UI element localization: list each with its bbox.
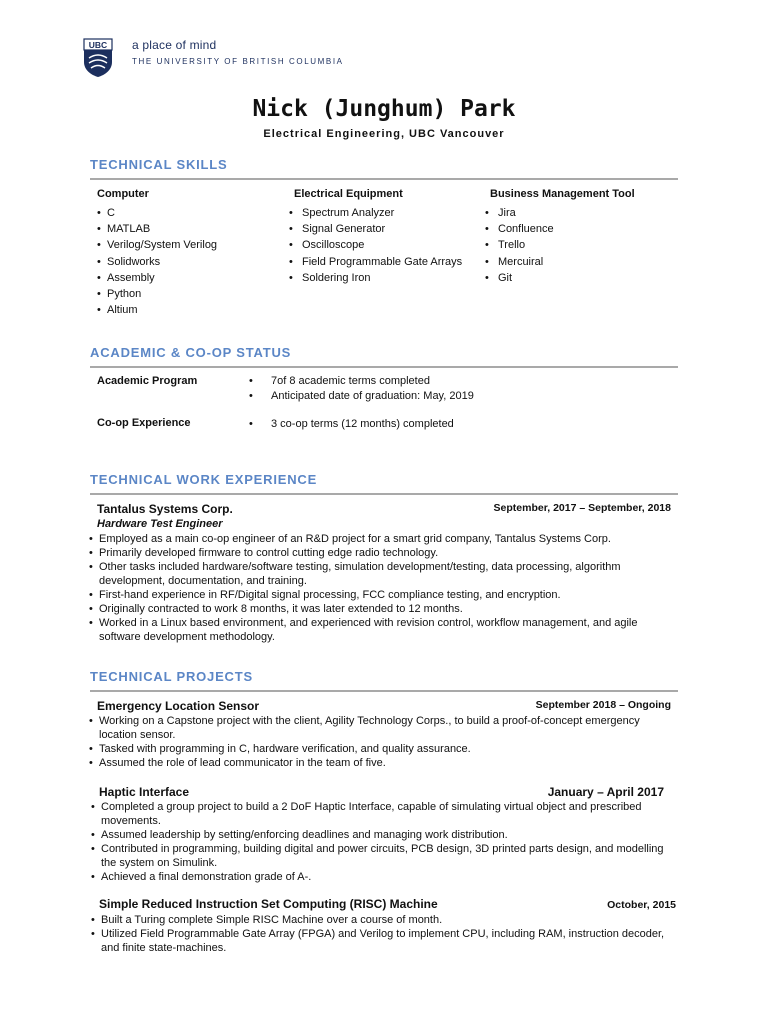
work-bullets — [88, 532, 673, 644]
project-title: Emergency Location Sensor — [97, 699, 260, 713]
academic-program-label: Academic Program — [97, 375, 198, 387]
list-item: • 3 co-op terms (12 months) completed — [247, 417, 454, 432]
section-divider — [90, 178, 678, 180]
list-item: • Field Programmable Gate Arrays — [286, 254, 462, 270]
list-item: • Mercuiral — [482, 254, 554, 270]
list-item: • Python — [95, 286, 217, 302]
work-role: Hardware Test Engineer — [97, 518, 223, 530]
list-item: • Employed as a main co-op engineer of an R&D project for a smart grid company, Tantalus Systems Corp. — [88, 532, 673, 546]
list-item: • Confluence — [482, 221, 554, 237]
list-item: • Anticipated date of graduation: May, 2019 — [247, 389, 474, 404]
list-item: • Assumed leadership by setting/enforcing deadlines and managing work distribution. — [90, 828, 675, 842]
list-item: • Achieved a final demonstration grade of A-. — [90, 870, 675, 884]
list-item: • Jira — [482, 205, 554, 221]
university-name: THE UNIVERSITY OF BRITISH COLUMBIA — [132, 57, 344, 66]
list-item: • Spectrum Analyzer — [286, 205, 462, 221]
list-item: • Utilized Field Programmable Gate Array (FPGA) and Verilog to implement CPU, including RAM, instruction decoder, and finite state-machines. — [90, 927, 675, 955]
list-item: • Soldering Iron — [286, 270, 462, 286]
list-item: • Working on a Capstone project with the client, Agility Technology Corps., to build a proof-of-concept emergency location sensor. — [88, 714, 673, 742]
ubc-logo — [83, 38, 113, 78]
list-item: • MATLAB — [95, 221, 217, 237]
section-divider — [90, 690, 678, 692]
candidate-subtitle: Electrical Engineering, UBC Vancouver — [263, 128, 505, 140]
list-item: • Primarily developed firmware to control cutting edge radio technology. — [88, 546, 673, 560]
coop-list — [247, 417, 454, 432]
list-item: • C — [95, 205, 217, 221]
list-item: • First-hand experience in RF/Digital signal processing, FCC compliance testing, and encryption. — [88, 588, 673, 602]
list-item: • Originally contracted to work 8 months, it was later extended to 12 months. — [88, 602, 673, 616]
list-item: • Assembly — [95, 270, 217, 286]
project-dates: October, 2015 — [607, 899, 676, 911]
coop-label: Co-op Experience — [97, 417, 191, 429]
skills-list-business — [482, 205, 554, 286]
section-title-work: TECHNICAL WORK EXPERIENCE — [90, 472, 318, 487]
list-item: • Trello — [482, 237, 554, 253]
project-bullets — [90, 913, 675, 955]
skills-heading-computer: Computer — [97, 188, 149, 200]
section-title-academic: ACADEMIC & CO-OP STATUS — [90, 345, 292, 360]
candidate-name: Nick (Junghum) Park — [252, 96, 516, 122]
list-item: • Tasked with programming in C, hardware verification, and quality assurance. — [88, 742, 673, 756]
list-item: • Other tasks included hardware/software testing, simulation development/testing, data processing, algorithm development, documentation, and training. — [88, 560, 673, 588]
project-bullets — [88, 714, 673, 770]
list-item: • Signal Generator — [286, 221, 462, 237]
skills-heading-electrical: Electrical Equipment — [294, 188, 403, 200]
list-item: • 7of 8 academic terms completed — [247, 374, 474, 389]
work-dates: September, 2017 – September, 2018 — [493, 502, 671, 514]
list-item: • Worked in a Linux based environment, and experienced with revision control, workflow management, and agile software development methodology. — [88, 616, 673, 644]
project-title: Haptic Interface — [99, 785, 190, 799]
list-item: • Built a Turing complete Simple RISC Machine over a course of month. — [90, 913, 675, 927]
skills-list-electrical — [286, 205, 462, 286]
list-item: • Oscilloscope — [286, 237, 462, 253]
logo-text: UBC — [88, 40, 108, 50]
section-title-projects: TECHNICAL PROJECTS — [90, 669, 253, 684]
list-item: • Verilog/System Verilog — [95, 237, 217, 253]
section-divider — [90, 366, 678, 368]
list-item: • Git — [482, 270, 554, 286]
skills-heading-business: Business Management Tool — [490, 188, 635, 200]
skills-list-computer — [95, 205, 217, 318]
work-company: Tantalus Systems Corp. — [97, 502, 233, 516]
project-bullets — [90, 800, 675, 884]
list-item: • Contributed in programming, building digital and power circuits, PCB design, 3D printed parts design, and modelling the system on Simulink. — [90, 842, 675, 870]
project-title: Simple Reduced Instruction Set Computing (RISC) Machine — [99, 897, 438, 911]
list-item: • Solidworks — [95, 254, 217, 270]
list-item: • Completed a group project to build a 2 DoF Haptic Interface, capable of simulating virtual object and prescribed movements. — [90, 800, 675, 828]
list-item: • Assumed the role of lead communicator in the team of five. — [88, 756, 673, 770]
academic-program-list — [247, 374, 474, 404]
section-title-skills: TECHNICAL SKILLS — [90, 157, 228, 172]
tagline: a place of mind — [132, 38, 217, 52]
list-item: • Altium — [95, 302, 217, 318]
project-dates: January – April 2017 — [547, 785, 664, 799]
section-divider — [90, 493, 678, 495]
project-dates: September 2018 – Ongoing — [535, 699, 671, 711]
